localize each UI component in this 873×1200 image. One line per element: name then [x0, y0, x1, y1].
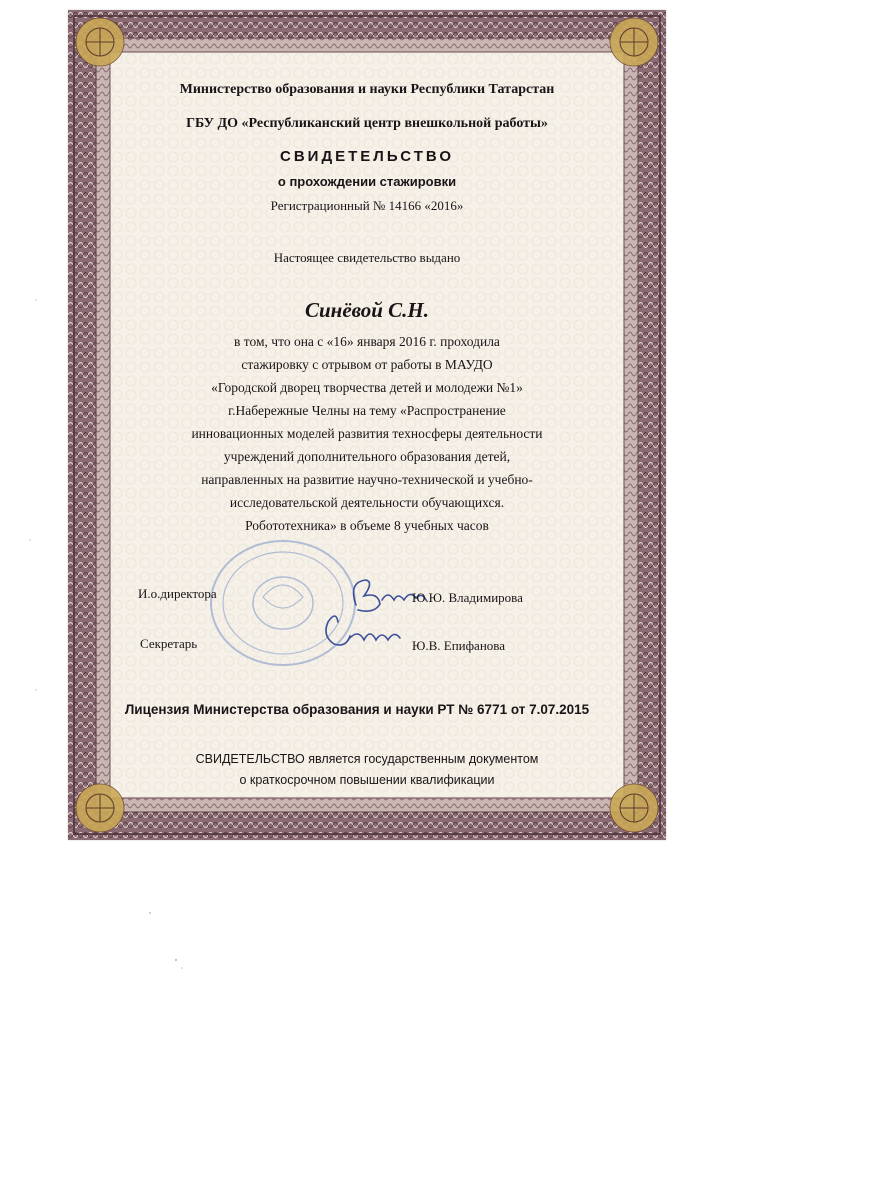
license-line: Лицензия Министерства образования и науки РТ № 6771 от 7.07.2015	[124, 702, 590, 717]
secretary-name: Ю.В. Епифанова	[412, 638, 506, 653]
body-line: г.Набережные Челны на тему «Распространение	[228, 403, 506, 418]
footer-line: СВИДЕТЕЛЬСТВО является государственным документом	[195, 752, 539, 766]
body-line: инновационных моделей развития техносферы деятельности	[191, 426, 543, 441]
body-line: направленных на развитие научно-технической и учебно-	[201, 472, 533, 487]
director-name: Ю.Ю. Владимирова	[412, 590, 523, 605]
certificate-sheet	[68, 10, 666, 840]
director-title: И.о.директора	[138, 586, 217, 601]
issued-to-label: Настоящее свидетельство выдано	[273, 250, 461, 265]
secretary-title: Секретарь	[140, 636, 198, 651]
registration-number: Регистрационный № 14166 «2016»	[270, 198, 464, 213]
body-line: Робототехника» в объеме 8 учебных часов	[245, 518, 489, 533]
ministry-heading: Министерство образования и науки Республики Татарстан	[179, 82, 555, 97]
certificate-body	[68, 330, 666, 537]
body-line: исследовательской деятельности обучающихся.	[229, 495, 505, 510]
certificate-subtitle: о прохождении стажировки	[277, 174, 457, 189]
body-line: учреждений дополнительного образования детей,	[223, 449, 511, 464]
footer-line: о краткосрочном повышении квалификации	[239, 773, 495, 787]
recipient-name: Синёвой С.Н.	[304, 298, 430, 322]
organization-heading: ГБУ ДО «Республиканский центр внешкольной работы»	[186, 116, 548, 131]
body-line: стажировку с отрывом от работы в МАУДО	[241, 357, 493, 372]
certificate-title: СВИДЕТЕЛЬСТВО	[280, 148, 454, 165]
body-line: в том, что она с «16» января 2016 г. проходила	[234, 334, 500, 349]
body-line: «Городской дворец творчества детей и молодежи №1»	[211, 380, 523, 395]
